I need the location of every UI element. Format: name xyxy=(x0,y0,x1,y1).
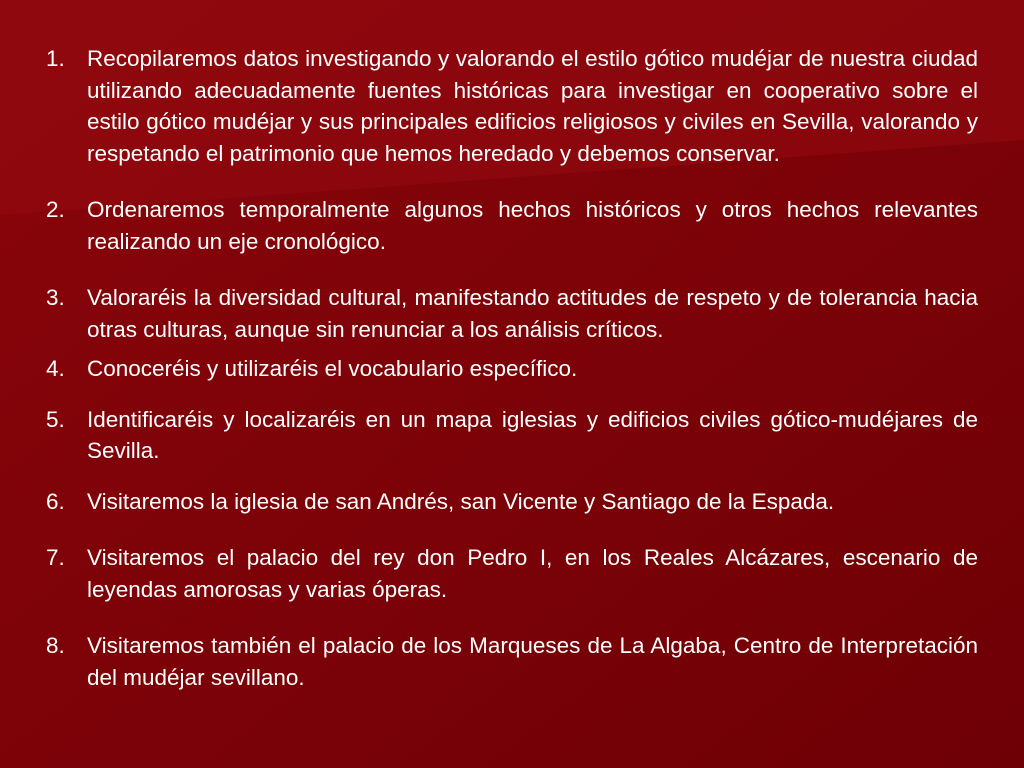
list-text: Valoraréis la diversidad cultural, manifestando actitudes de respeto y de tolerancia hacia otras culturas, aunque sin renunciar a los análisis críticos. xyxy=(87,285,978,342)
list-number: 2. xyxy=(46,197,65,222)
list-number: 7. xyxy=(46,545,65,570)
list-item-8 xyxy=(46,630,978,693)
list-text: Ordenaremos temporalmente algunos hechos históricos y otros hechos relevantes realizando un eje cronológico. xyxy=(87,197,978,254)
list-text: Conoceréis y utilizaréis el vocabulario específico. xyxy=(87,356,578,381)
list-number: 5. xyxy=(46,406,65,432)
list-number: 6. xyxy=(46,488,65,514)
list-item-5 xyxy=(46,404,978,467)
list-number: 8. xyxy=(46,633,65,658)
objectives-list xyxy=(46,43,978,693)
list-number: 4. xyxy=(46,356,65,381)
list-text: Visitaremos el palacio del rey don Pedro I, en los Reales Alcázares, escenario de leyendas amorosas y varias óperas. xyxy=(87,545,978,602)
list-number: 1. xyxy=(46,46,65,71)
list-item-1 xyxy=(46,43,978,169)
list-text: Visitaremos la iglesia de san Andrés, san Vicente y Santiago de la Espada. xyxy=(87,488,835,514)
list-item-6 xyxy=(46,486,978,518)
list-item-4 xyxy=(46,353,978,385)
list-text: Recopilaremos datos investigando y valorando el estilo gótico mudéjar de nuestra ciudad utilizando adecuadamente fuentes históricas para investigar en cooperativo sobre el estilo gótico mudéjar y sus principales edificios religiosos y civiles en Sevilla, valorando y respetando el patrimonio que hemos heredado y debemos conservar. xyxy=(87,46,978,166)
list-text: Identificaréis y localizaréis en un mapa iglesias y edificios civiles gótico-mudéjares de Sevilla. xyxy=(87,406,978,463)
list-text: Visitaremos también el palacio de los Marqueses de La Algaba, Centro de Interpretación del mudéjar sevillano. xyxy=(87,633,978,690)
list-item-7 xyxy=(46,542,978,605)
list-number: 3. xyxy=(46,285,65,310)
list-item-2 xyxy=(46,194,978,257)
list-item-3 xyxy=(46,282,978,345)
